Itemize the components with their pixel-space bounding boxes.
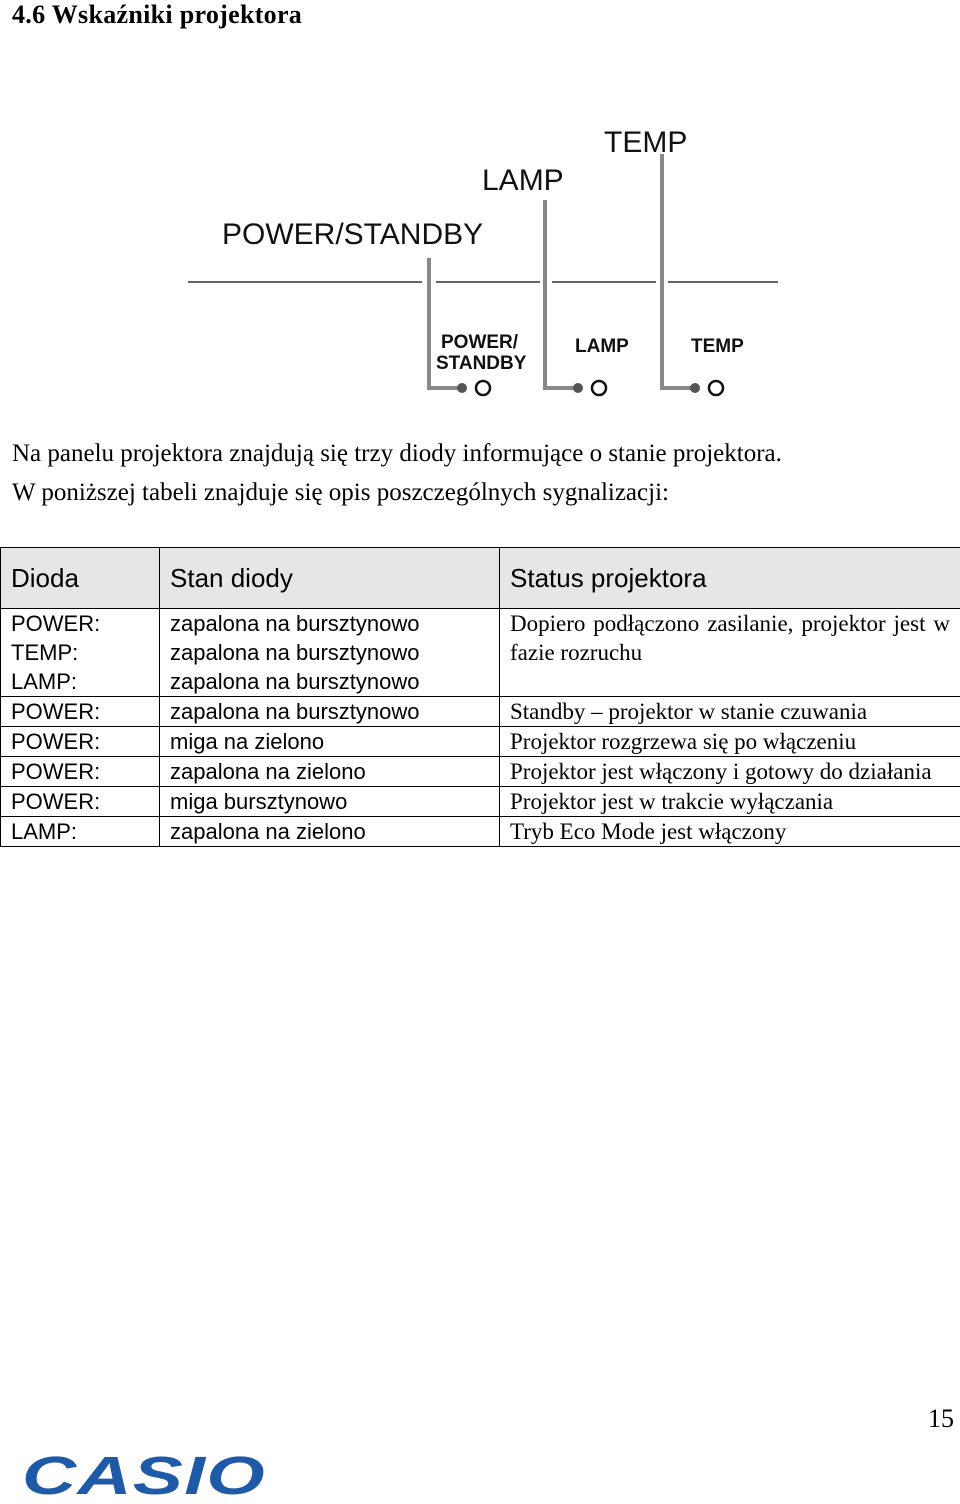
top-label-power-standby: POWER/STANDBY — [222, 218, 484, 251]
table-row — [1, 697, 960, 727]
diode-state: zapalona na bursztynowo — [170, 640, 420, 665]
diode-name: POWER: — [1, 697, 160, 727]
diode-name: POWER: — [1, 787, 160, 817]
diode-state: zapalona na bursztynowo — [170, 669, 420, 694]
diode-state: zapalona na zielono — [160, 757, 500, 787]
header-diode: Dioda — [1, 548, 160, 609]
page-number: 15 — [928, 1404, 954, 1433]
panel-label-temp: TEMP — [691, 336, 744, 357]
lamp-leader — [545, 200, 578, 388]
panel-label-lamp: LAMP — [575, 336, 629, 357]
status-cell: Projektor rozgrzewa się po włączeniu — [500, 727, 960, 757]
indicator-status-table — [0, 547, 960, 847]
status-cell: Tryb Eco Mode jest włączony — [500, 817, 960, 847]
diode-name: LAMP: — [11, 669, 78, 694]
intro-text — [12, 434, 952, 512]
section-title: 4.6 Wskaźniki projektora — [12, 0, 303, 29]
status-cell: Projektor jest w trakcie wyłączania — [500, 787, 960, 817]
casio-logo — [22, 1450, 272, 1500]
temp-led-icon — [709, 381, 723, 395]
panel-label-power: POWER/ — [441, 332, 519, 353]
diode-state: miga bursztynowo — [160, 787, 500, 817]
diode-name: POWER: — [11, 611, 101, 636]
diode-name: POWER: — [1, 727, 160, 757]
table-row — [1, 727, 960, 757]
diode-state: zapalona na zielono — [160, 817, 500, 847]
diode-name: TEMP: — [11, 640, 79, 665]
diode-state: miga na zielono — [160, 727, 500, 757]
panel-label-standby: STANDBY — [436, 353, 527, 374]
diode-name: POWER: — [1, 757, 160, 787]
casio-logo-text: CASIO — [22, 1450, 266, 1500]
status-cell: Dopiero podłączono zasilanie, projektor jest w fazie rozruchu — [500, 609, 960, 697]
diode-state: zapalona na bursztynowo — [170, 611, 420, 636]
diode-state: zapalona na bursztynowo — [160, 697, 500, 727]
header-status: Status projektora — [500, 548, 960, 609]
table-row — [1, 787, 960, 817]
header-state: Stan diody — [160, 548, 500, 609]
top-label-temp: TEMP — [604, 126, 688, 159]
table-row — [1, 757, 960, 787]
diode-name: LAMP: — [1, 817, 160, 847]
power-standby-led-icon — [476, 381, 490, 395]
top-label-lamp: LAMP — [482, 164, 564, 197]
table-row — [1, 609, 960, 697]
lamp-led-icon — [592, 381, 606, 395]
diode-cell — [1, 609, 160, 697]
intro-line: W poniższej tabeli znajduje się opis poszczególnych sygnalizacji: — [12, 479, 669, 506]
status-cell: Projektor jest włączony i gotowy do działania — [500, 757, 960, 787]
state-cell — [160, 609, 500, 697]
intro-line: Na panelu projektora znajdują się trzy diody informujące o stanie projektora. — [12, 440, 782, 467]
status-cell: Standby – projektor w stanie czuwania — [500, 697, 960, 727]
indicator-panel-diagram — [186, 118, 786, 408]
table-header-row — [1, 548, 960, 609]
table-row — [1, 817, 960, 847]
